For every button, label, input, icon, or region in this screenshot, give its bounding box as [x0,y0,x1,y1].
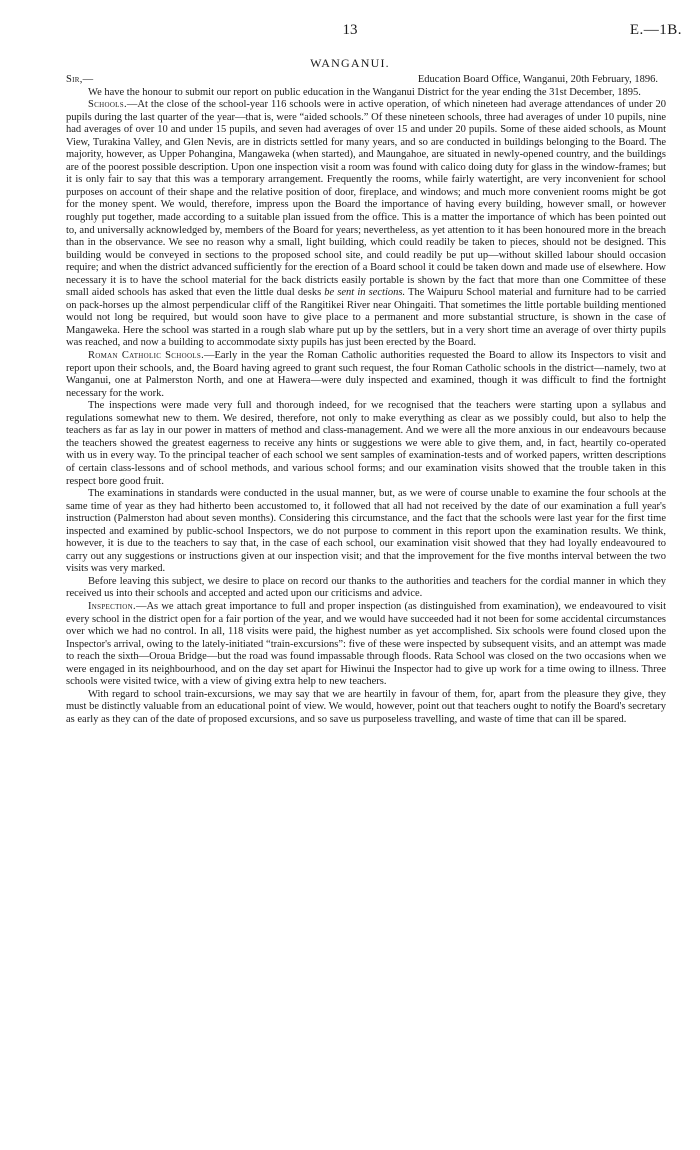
schools-italic: be sent in sections. [324,287,406,299]
schools-paragraph [66,99,666,350]
report-body [66,74,666,726]
inspection-heading: Inspection. [88,600,136,612]
salutation: Sir,— [66,74,94,85]
page-number: 13 [342,22,358,38]
schools-text-after: The Waipuru School material and furniture had to be carried on pack-horses up the almost perpendicular cliff of the Rangitikei River near Ohingaiti. That sometimes the little portable building mentioned would not long be required, but would soon have to give place to a permanent and more substantial structure, is shown in the case of Mangaweka. Here the school was started in a rough slab whare put up by the settlers, but in a very short time an average of over thirty pupils was reached, and now a building to accommodate sixty pupils has just been erected by the Board. [66,287,666,349]
schools-text: —At the close of the school-year 116 schools were in active operation, of which nineteen had average attendances of under 20 pupils during the last quarter of the year—that is, were “aided schools.” Of these nineteen schools, three had averages of under 10 pupils, nine had averages of over 10 and under 15 pupils, and seven had averages of over 15 and under 20 pupils. Some of these aided schools, as Mount View, Turakina Valley, and Glen Nevis, are in districts settled for many years, and so are conducted in buildings belonging to the Board. The majority, however, as Upper Pohangina, Mangaweka (when started), and Maungahoe, are situated in newly-opened country, and the buildings are of the poorest possible description. Upon one inspection visit a room was found with calico doing duty for glass in the window-frames; but it is only fair to say that this was a temporary arrangement. Frequently the rooms, while fairly watertight, are very inconvenient for school purposes on account of their shape and the relative position of door, fireplace, and windows; and much more convenient rooms might be got for the money spent. We would, therefore, impress upon the Board the importance of having every building, however small, or however roughly put together, made according to a suitable plan issued from the office. This is a matter the importance of which has been pointed out to, and universally acknowledged by, members of the Board for years; nevertheless, as yet attention to it has been honoured more in the breach than in the observance. We see no reason why a small, light building, which could readily be taken to pieces, should not be designed. This building would be conveyed in sections to the proposed school site, and could readily be put up—without skilled labour should occasion require; and when the district advanced sufficiently for the erection of a Board school it could be taken down and made use of elsewhere. How necessary it is to have the school material for the back districts easily portable is shown by the fact that more than one Committee of these small aided schools has asked that even the little dual desks [66,99,666,299]
salutation-row [66,74,666,87]
section-title: WANGANUI. [310,56,390,70]
roman-catholic-text: —Early in the year the Roman Catholic authorities requested the Board to allow its Inspectors to visit and report upon their schools, and, the Board having agreed to grant such request, the four Roman Catholic schools in the district—namely, two at Wanganui, one at Palmerston North, and one at Hawera—were duly inspected and examined, though it was difficult to find the fortnight necessary for the work. [66,350,666,399]
inspection-text: —As we attach great importance to full and proper inspection (as distinguished from examination), we endeavoured to visit every school in the district open for a fair portion of the year, and we would have succeeded had it not been for some accidental circumstances over which we had no control. In all, 118 visits were paid, the highest number as yet accomplished. Six schools were found closed upon the Inspector's arrival, owing to the lately-initiated “train-excursions”: five of these were inspected by subsequent visits, and an attempt was made to reach the sixth—Oroua Bridge—but the road was found impassable through floods. Rata School was closed on the two occasions when we were engaged in its neighbourhood, and on the day set apart for Hiwinui the Inspector had to give up work for a time owing to illness. Three schools were visited twice, with a view of giving extra help to new teachers. [66,600,666,688]
document-reference: E.—1B. [629,22,682,38]
thanks-paragraph: Before leaving this subject, we desire to place on record our thanks to the authorities and teachers for the cordial manner in which they received us into their schools and accepted and acted upon our criticisms and advice. [66,575,666,600]
inspection-paragraph [66,601,666,689]
intro-paragraph: We have the honour to submit our report on public education in the Wanganui District for the year ending the 31st December, 1895. [88,86,641,98]
roman-catholic-heading: Roman Catholic Schools. [88,350,204,362]
dateline: Education Board Office, Wanganui, 20th February, 1896. [417,74,658,85]
train-excursions-paragraph: With regard to school train-excursions, we may say that we are heartily in favour of them, for, apart from the pleasure they give, they must be distinctly valuable from an educational point of view. We would, however, point out that teachers ought to notify the Board's secretary as early as they can of the date of proposed excursions, and so save us purposeless travelling, and waste of time that can ill be spared. [66,688,666,725]
roman-catholic-paragraph [66,350,666,400]
examinations-paragraph: The examinations in standards were conducted in the usual manner, but, as we were of course unable to examine the four schools at the same time of year as they had hitherto been accustomed to, it followed that all had not received by the date of our examination a full year's instruction (Palmerston had about seven months). Considering this circumstance, and the fact that the schools were last year for the first time inspected and examined by public-school Inspectors, we do not purpose to comment in this report upon the examination results. We think, however, it is due to the teachers to say that, in the case of each school, our examination visit showed that they had loyally endeavoured to carry out any suggestions or instructions given at our inspection visit; and that the improvement for the five months interval between the two visits was very marked. [66,488,666,575]
schools-heading: Schools. [88,99,127,111]
inspections-paragraph: The inspections were made very full and thorough indeed, for we recognised that the teachers were starting upon a syllabus and regulations somewhat new to them. We desired, therefore, not only to make everything as clear as we possibly could, but also to help the teachers as far as lay in our power in matters of method and class-management. And we were all the more anxious in our endeavours because the teachers showed the greatest eagerness to receive any hints or suggestions we were able to give them, and, in fact, heartily co-operated with us in every way. To the principal teacher of each school we sent samples of examination-tests and of worked papers, written descriptions of certain class-lessons and of school methods, and various school forms; and our examination visits showed that the trouble taken in this respect bore good fruit. [66,400,666,487]
